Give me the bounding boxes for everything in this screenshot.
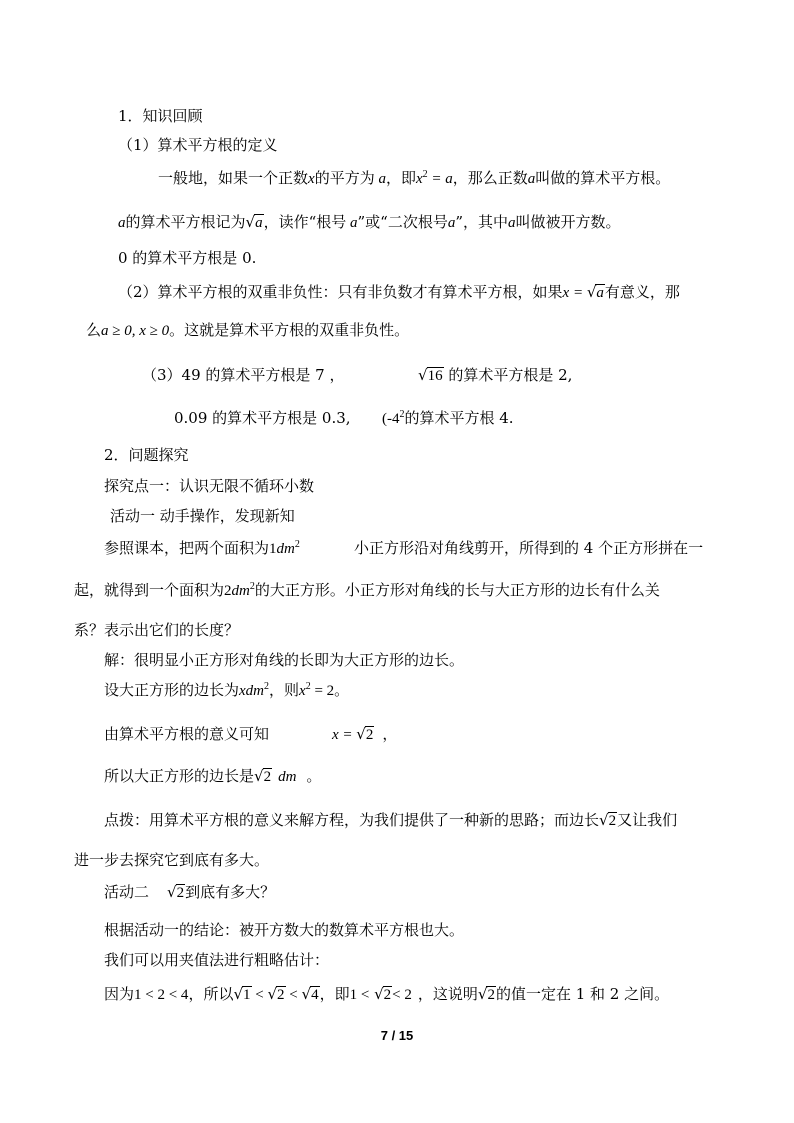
solution-line-4: 所以大正方形的边长是√2 dm 。	[104, 767, 322, 785]
hint-line-1: 点拨：用算术平方根的意义来解方程，为我们提供了一种新的思路；而边长√2又让我们	[104, 811, 678, 829]
example-49: （3）49 的算术平方根是 7 ，	[142, 366, 345, 384]
example-009: 0.09 的算术平方根是 0.3,	[174, 409, 351, 427]
subheading-definition: （1）算术平方根的定义	[118, 136, 278, 154]
solution-line-3: 由算术平方根的意义可知	[104, 725, 270, 743]
zero-root-text: 0 的算术平方根是 0.	[118, 249, 257, 267]
solution-line-2: 设大正方形的边长为xdm$^2$，则$x^2 = 2$。	[104, 681, 350, 699]
explore-point-1: 探究点一：认识无限不循环小数	[104, 477, 315, 495]
nonnegativity-text: （2）算术平方根的双重非负性：只有非负数才有算术平方根，如果x = √a有意义，那	[118, 283, 680, 301]
activity-2-text-2: 我们可以用夹值法进行粗略估计：	[104, 951, 330, 969]
example-16: √16 的算术平方根是 2,	[418, 366, 573, 384]
example-neg4: ($-4^2$的算术平方根 4.	[382, 409, 514, 427]
activity-2-title: 活动二 √2到底有多大？	[104, 883, 276, 901]
activity-1-text-2: 起，就得到一个面积为$2dm^2$的大正方形。小正方形对角线的长与大正方形的边长有什么关	[74, 581, 660, 599]
section-heading-explore: 2．问题探究	[104, 446, 189, 464]
activity-1-text-b: 小正方形沿对角线剪开，所得到的 4 个正方形拼在一	[354, 539, 704, 557]
notation-text: a的算术平方根记为√a，读作“根号 a”或“二次根号a”，其中a叫做被开方数。	[118, 213, 621, 231]
hint-line-2: 进一步去探究它到底有多大。	[74, 851, 270, 869]
nonnegativity-cont: 么a ≥ 0, x ≥ 0。这就是算术平方根的双重非负性。	[86, 321, 410, 339]
activity-1-text-3: 系？表示出它们的长度？	[74, 621, 240, 639]
page-number: 7 / 15	[380, 1028, 414, 1043]
section-heading-review: 1．知识回顾	[118, 107, 203, 125]
activity-1-title: 活动一 动手操作，发现新知	[110, 507, 295, 525]
solution-eq: x = √2 ，	[332, 725, 398, 743]
activity-1-text: 参照课本，把两个面积为$1dm^2$	[104, 539, 300, 557]
solution-line-1: 解：很明显小正方形对角线的长即为大正方形的边长。	[104, 651, 465, 669]
activity-2-text-1: 根据活动一的结论：被开方数大的数算术平方根也大。	[104, 921, 465, 939]
definition-text: 一般地，如果一个正数x的平方为 a，即$x^2 = a$，那么正数a叫做的算术平方根。	[158, 169, 671, 187]
activity-2-text-3: 因为1 < 2 < 4，所以√1 < √2 < √4，即1 < √2< 2 ，这说明√2的值一定在 1 和 2 之间。	[104, 985, 670, 1003]
